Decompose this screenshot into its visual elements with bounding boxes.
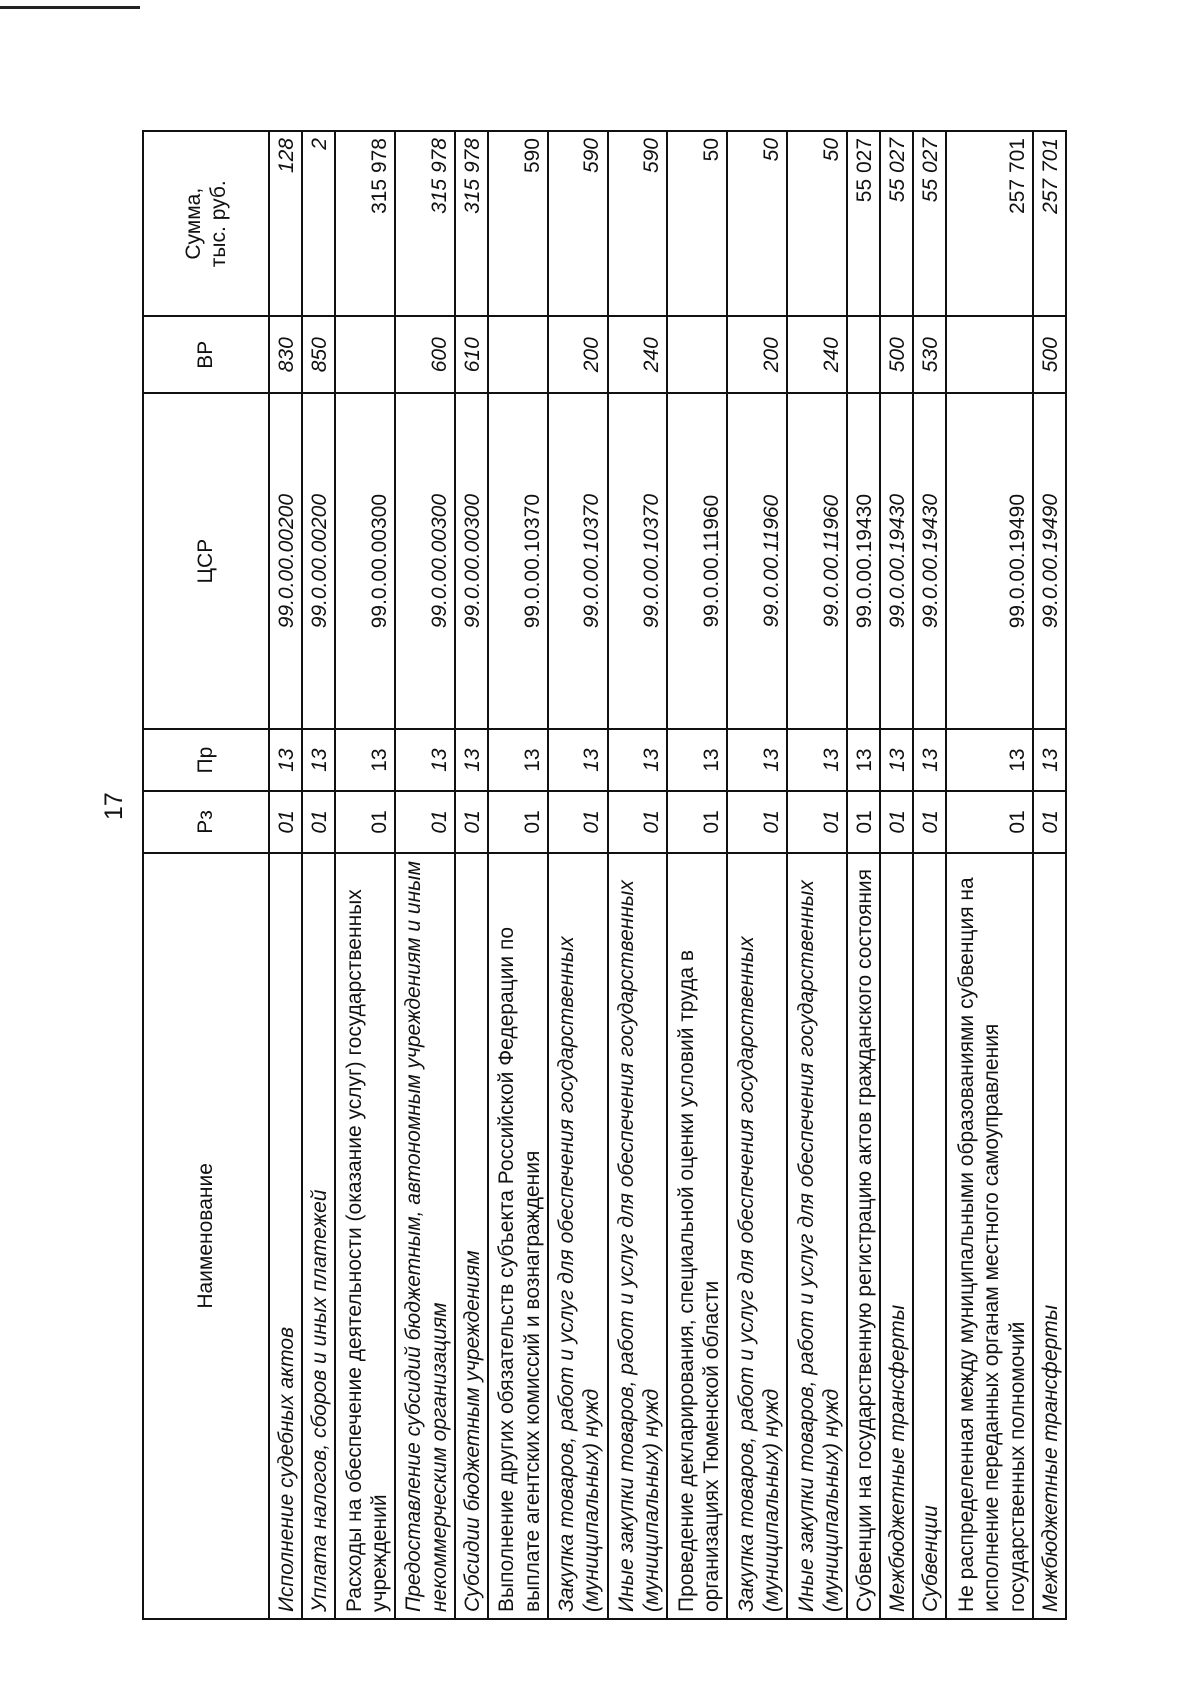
table-row (667, 131, 727, 1619)
cell-csr: 99.0.00.00300 (395, 393, 455, 729)
cell-csr: 99.0.00.19490 (946, 393, 1033, 729)
cell-name: Исполнение судебных актов (269, 853, 302, 1619)
cell-name: Иные закупки товаров, работ и услуг для обеспечения государственных (муниципальных) нужд (787, 853, 847, 1619)
cell-csr: 99.0.00.00300 (335, 393, 395, 729)
cell-rz: 01 (913, 791, 946, 853)
cell-pr: 13 (913, 729, 946, 791)
table-row (608, 131, 668, 1619)
cell-vr: 500 (1033, 316, 1066, 393)
header-sum-line1: Сумма, (181, 187, 205, 260)
cell-csr: 99.0.00.19430 (880, 393, 913, 729)
cell-sum: 50 (787, 131, 847, 316)
rotated-table-sheet (142, 130, 1067, 1620)
cell-csr: 99.0.00.11960 (667, 393, 727, 729)
cell-vr (667, 316, 727, 393)
cell-vr (847, 316, 880, 393)
table-body (269, 131, 1066, 1619)
cell-rz: 01 (455, 791, 488, 853)
cell-vr: 610 (455, 316, 488, 393)
cell-csr: 99.0.00.19430 (913, 393, 946, 729)
cell-pr: 13 (335, 729, 395, 791)
cell-sum: 55 027 (913, 131, 946, 316)
header-name: Наименование (143, 853, 269, 1619)
cell-sum: 315 978 (455, 131, 488, 316)
cell-rz: 01 (667, 791, 727, 853)
cell-csr: 99.0.00.00200 (269, 393, 302, 729)
cell-name: Предоставление субсидий бюджетным, автономным учреждениям и иным некоммерческим организациям (395, 853, 455, 1619)
cell-rz: 01 (269, 791, 302, 853)
cell-pr: 13 (1033, 729, 1066, 791)
cell-name: Выполнение других обязательств субъекта Российской Федерации по выплате агентских комиссий и вознаграждения (488, 853, 548, 1619)
cell-sum: 590 (548, 131, 608, 316)
cell-pr: 13 (548, 729, 608, 791)
cell-rz: 01 (1033, 791, 1066, 853)
cell-name: Субвенции на государственную регистрацию актов гражданского состояния (847, 853, 880, 1619)
cell-pr: 13 (727, 729, 787, 791)
cell-vr: 850 (302, 316, 335, 393)
cell-name: Не распределенная между муниципальными образованиями субвенция на исполнение переданных органам местного самоуправления государственных полномочий (946, 853, 1033, 1619)
cell-name: Иные закупки товаров, работ и услуг для обеспечения государственных (муниципальных) нужд (608, 853, 668, 1619)
table-row (847, 131, 880, 1619)
table-row (1033, 131, 1066, 1619)
cell-vr: 240 (608, 316, 668, 393)
page-number: 17 (100, 792, 128, 820)
cell-name: Уплата налогов, сборов и иных платежей (302, 853, 335, 1619)
table-row (913, 131, 946, 1619)
cell-pr: 13 (608, 729, 668, 791)
cell-rz: 01 (608, 791, 668, 853)
cell-sum: 590 (608, 131, 668, 316)
cell-vr (488, 316, 548, 393)
table-row (488, 131, 548, 1619)
cell-rz: 01 (488, 791, 548, 853)
table-row (302, 131, 335, 1619)
cell-csr: 99.0.00.10370 (608, 393, 668, 729)
cell-pr: 13 (847, 729, 880, 791)
cell-pr: 13 (880, 729, 913, 791)
table-row (880, 131, 913, 1619)
cell-pr: 13 (395, 729, 455, 791)
cell-name: Субсидии бюджетным учреждениям (455, 853, 488, 1619)
cell-vr: 600 (395, 316, 455, 393)
header-pr: Пр (143, 729, 269, 791)
cell-csr: 99.0.00.00200 (302, 393, 335, 729)
table-row (727, 131, 787, 1619)
cell-pr: 13 (667, 729, 727, 791)
cell-rz: 01 (847, 791, 880, 853)
cell-sum: 55 027 (847, 131, 880, 316)
cell-rz: 01 (548, 791, 608, 853)
cell-rz: 01 (946, 791, 1033, 853)
cell-csr: 99.0.00.11960 (727, 393, 787, 729)
cell-csr: 99.0.00.19430 (847, 393, 880, 729)
cell-vr: 200 (727, 316, 787, 393)
cell-csr: 99.0.00.00300 (455, 393, 488, 729)
header-sum-line2: тыс. руб. (207, 180, 230, 268)
cell-rz: 01 (787, 791, 847, 853)
cell-csr: 99.0.00.11960 (787, 393, 847, 729)
header-rz: Рз (143, 791, 269, 853)
cell-vr (946, 316, 1033, 393)
cell-sum: 315 978 (395, 131, 455, 316)
cell-pr: 13 (269, 729, 302, 791)
cell-pr: 13 (455, 729, 488, 791)
table-row (787, 131, 847, 1619)
budget-table (142, 130, 1067, 1620)
table-row (269, 131, 302, 1619)
header-sum (143, 131, 269, 316)
cell-sum: 315 978 (335, 131, 395, 316)
cell-pr: 13 (488, 729, 548, 791)
cell-sum: 55 027 (880, 131, 913, 316)
cell-pr: 13 (946, 729, 1033, 791)
table-row (395, 131, 455, 1619)
cell-name: Межбюджетные трансферты (880, 853, 913, 1619)
cell-name: Закупка товаров, работ и услуг для обеспечения государственных (муниципальных) нужд (727, 853, 787, 1619)
cell-rz: 01 (727, 791, 787, 853)
cell-vr: 530 (913, 316, 946, 393)
cell-name: Межбюджетные трансферты (1033, 853, 1066, 1619)
table-row (548, 131, 608, 1619)
cell-name: Расходы на обеспечение деятельности (оказание услуг) государственных учреждений (335, 853, 395, 1619)
cell-vr (335, 316, 395, 393)
cell-rz: 01 (335, 791, 395, 853)
cell-sum: 50 (727, 131, 787, 316)
cell-sum: 2 (302, 131, 335, 316)
cell-rz: 01 (395, 791, 455, 853)
cell-pr: 13 (787, 729, 847, 791)
top-rule (0, 6, 140, 9)
cell-csr: 99.0.00.10370 (548, 393, 608, 729)
cell-rz: 01 (880, 791, 913, 853)
cell-sum: 590 (488, 131, 548, 316)
table-header-row (143, 131, 269, 1619)
cell-name: Субвенции (913, 853, 946, 1619)
cell-vr: 830 (269, 316, 302, 393)
table-row (335, 131, 395, 1619)
cell-csr: 99.0.00.10370 (488, 393, 548, 729)
cell-sum: 128 (269, 131, 302, 316)
cell-sum: 257 701 (1033, 131, 1066, 316)
header-csr: ЦСР (143, 393, 269, 729)
cell-csr: 99.0.00.19490 (1033, 393, 1066, 729)
cell-pr: 13 (302, 729, 335, 791)
table-row (946, 131, 1033, 1619)
cell-name: Закупка товаров, работ и услуг для обеспечения государственных (муниципальных) нужд (548, 853, 608, 1619)
cell-sum: 50 (667, 131, 727, 316)
cell-sum: 257 701 (946, 131, 1033, 316)
cell-vr: 500 (880, 316, 913, 393)
cell-name: Проведение декларирования, специальной оценки условий труда в организациях Тюменской области (667, 853, 727, 1619)
cell-vr: 200 (548, 316, 608, 393)
table-row (455, 131, 488, 1619)
cell-rz: 01 (302, 791, 335, 853)
header-vr: ВР (143, 316, 269, 393)
cell-vr: 240 (787, 316, 847, 393)
